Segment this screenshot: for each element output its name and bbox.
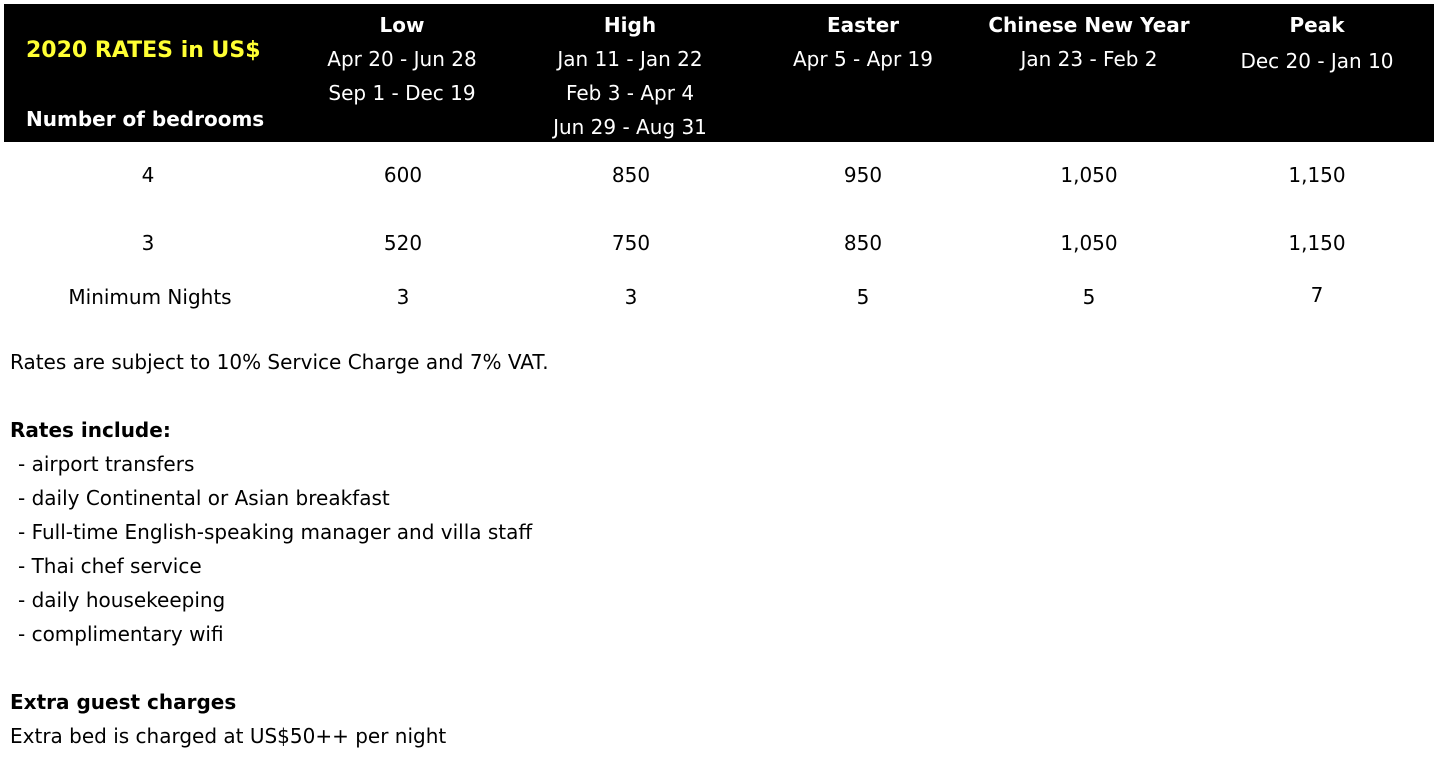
season-name: Chinese New Year — [988, 13, 1190, 37]
min-nights-cell: 5 — [856, 285, 870, 309]
rate-cell: 1,150 — [1288, 231, 1346, 255]
min-nights-cell: 3 — [624, 285, 638, 309]
rates-include-heading: Rates include: — [10, 418, 171, 442]
table-row — [0, 158, 1438, 192]
bedrooms-column-label: Number of bedrooms — [26, 107, 265, 131]
rate-cell: 600 — [383, 163, 423, 187]
season-date-range: Jun 29 - Aug 31 — [553, 115, 707, 139]
season-date-range: Jan 11 - Jan 22 — [557, 47, 703, 71]
season-header-chinese-new-year — [969, 4, 1209, 76]
table-row — [0, 226, 1438, 260]
season-header-peak — [1217, 4, 1417, 78]
season-date-range: Sep 1 - Dec 19 — [328, 81, 476, 105]
rates-table-header — [4, 4, 1434, 142]
rate-cell: 1,150 — [1288, 163, 1346, 187]
min-nights-cell: 5 — [1082, 285, 1096, 309]
include-item: - daily Continental or Asian breakfast — [18, 486, 390, 510]
include-item: - Thai chef service — [18, 554, 202, 578]
include-item: - complimentary wifi — [18, 622, 224, 646]
row-label: Minimum Nights — [68, 285, 232, 309]
extra-guest-heading: Extra guest charges — [10, 690, 237, 714]
row-label: 3 — [141, 231, 155, 255]
rate-cell: 850 — [611, 163, 651, 187]
season-name: Low — [379, 13, 425, 37]
service-charge-note: Rates are subject to 10% Service Charge and 7% VAT. — [10, 350, 549, 374]
rate-cell: 750 — [611, 231, 651, 255]
season-header-high — [530, 4, 730, 144]
season-date-range: Jan 23 - Feb 2 — [1020, 47, 1158, 71]
season-name: Peak — [1289, 13, 1345, 37]
min-nights-cell: 3 — [396, 285, 410, 309]
season-name: High — [603, 13, 657, 37]
include-item: - airport transfers — [18, 452, 195, 476]
season-date-range: Apr 5 - Apr 19 — [792, 47, 934, 71]
season-date-range: Dec 20 - Jan 10 — [1240, 49, 1394, 73]
season-header-low — [302, 4, 502, 110]
season-date-range: Feb 3 - Apr 4 — [565, 81, 695, 105]
rate-cell: 1,050 — [1060, 231, 1118, 255]
table-row-minimum-nights — [0, 280, 1438, 314]
season-date-range: Apr 20 - Jun 28 — [327, 47, 477, 71]
include-item: - daily housekeeping — [18, 588, 226, 612]
season-header-easter — [763, 4, 963, 76]
rate-cell: 950 — [843, 163, 883, 187]
rate-cell: 1,050 — [1060, 163, 1118, 187]
rate-cell: 850 — [843, 231, 883, 255]
rate-cell: 520 — [383, 231, 423, 255]
include-item: - Full-time English-speaking manager and villa staff — [18, 520, 533, 544]
season-name: Easter — [826, 13, 900, 37]
min-nights-cell: 7 — [1310, 283, 1324, 307]
extra-bed-note: Extra bed is charged at US$50++ per night — [10, 724, 447, 748]
table-title: 2020 RATES in US$ — [26, 38, 261, 63]
row-label: 4 — [141, 163, 155, 187]
